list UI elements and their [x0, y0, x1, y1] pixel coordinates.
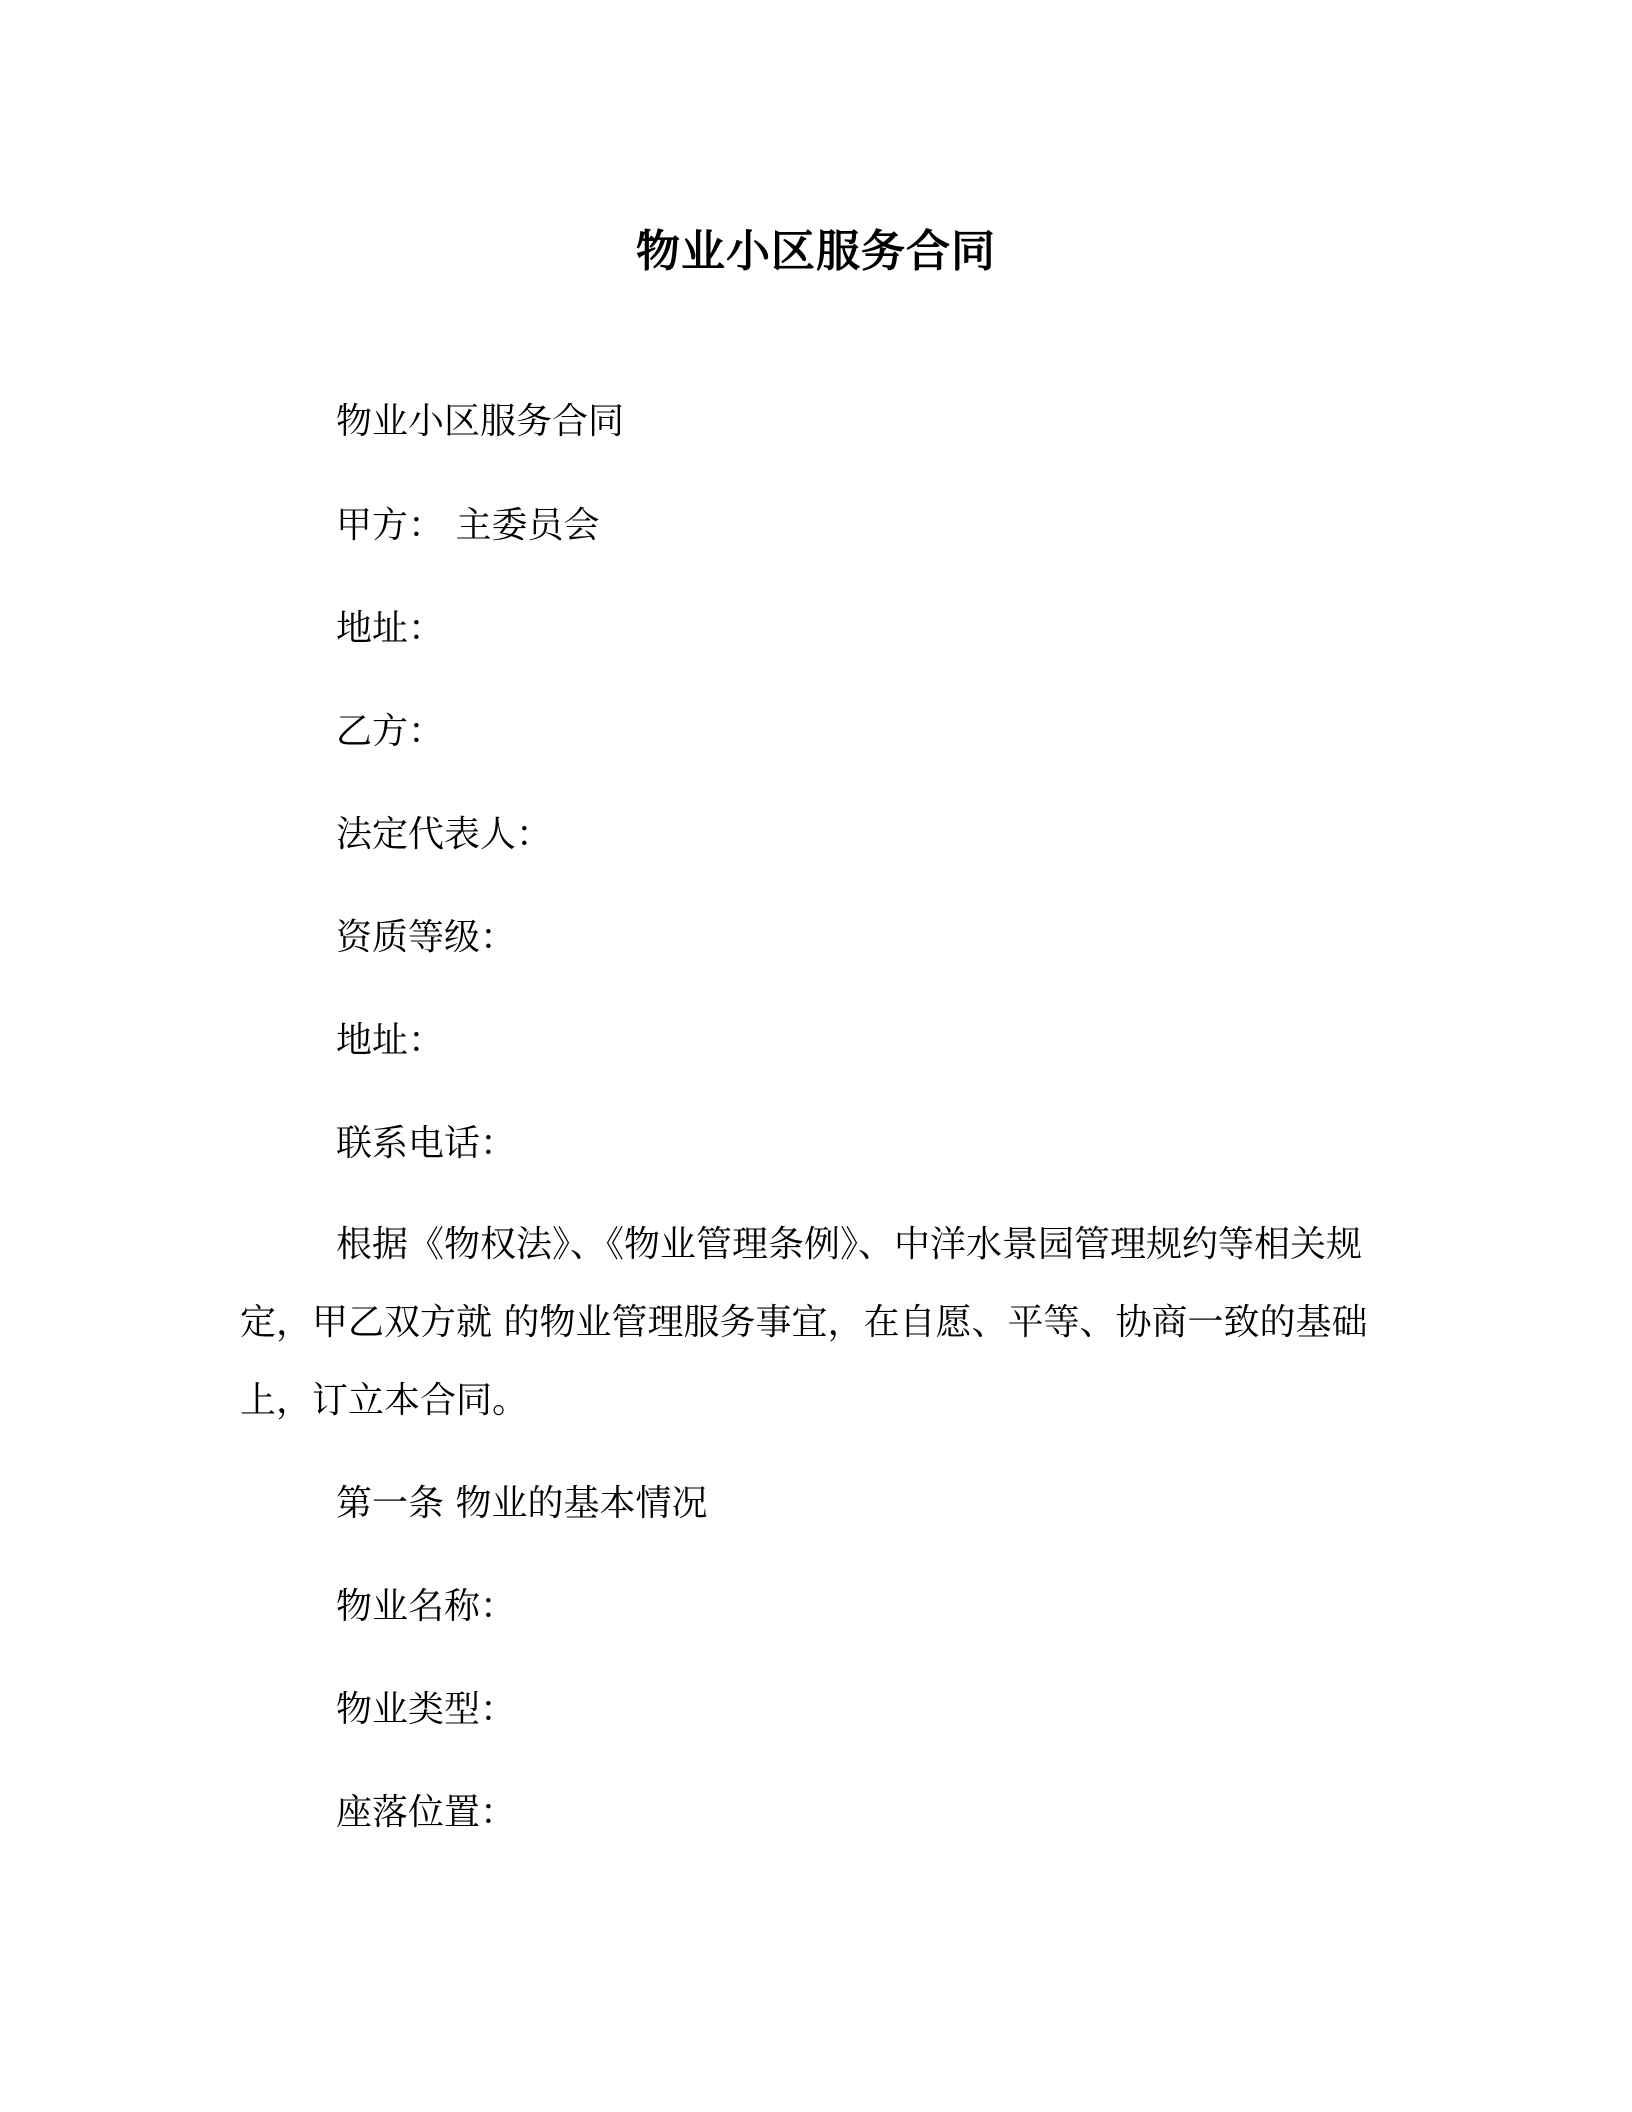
preamble-paragraph: 根据《物权法》、《物业管理条例》、中洋水景园管理规约等相关规定，甲乙双方就 的物业管理服务事宜，在自愿、平等、协商一致的基础上，订立本合同。 [240, 1224, 1368, 1421]
legal-representative-line: 法定代表人： [336, 814, 553, 855]
party-a-line: 甲方： 主委员会 [336, 505, 600, 546]
party-b-address-line: 地址： [336, 1020, 445, 1061]
property-name-line: 物业名称： [336, 1586, 517, 1627]
contact-phone-line: 联系电话： [336, 1123, 517, 1164]
property-location-line: 座落位置： [336, 1792, 517, 1833]
contract-name-line: 物业小区服务合同 [336, 401, 625, 442]
party-a-address-line: 地址： [336, 608, 445, 649]
property-type-line: 物业类型： [336, 1689, 517, 1730]
qualification-level-line: 资质等级： [336, 917, 517, 958]
article-1-heading: 第一条 物业的基本情况 [336, 1483, 708, 1524]
party-b-line: 乙方： [336, 711, 445, 752]
document-title: 物业小区服务合同 [636, 226, 996, 277]
